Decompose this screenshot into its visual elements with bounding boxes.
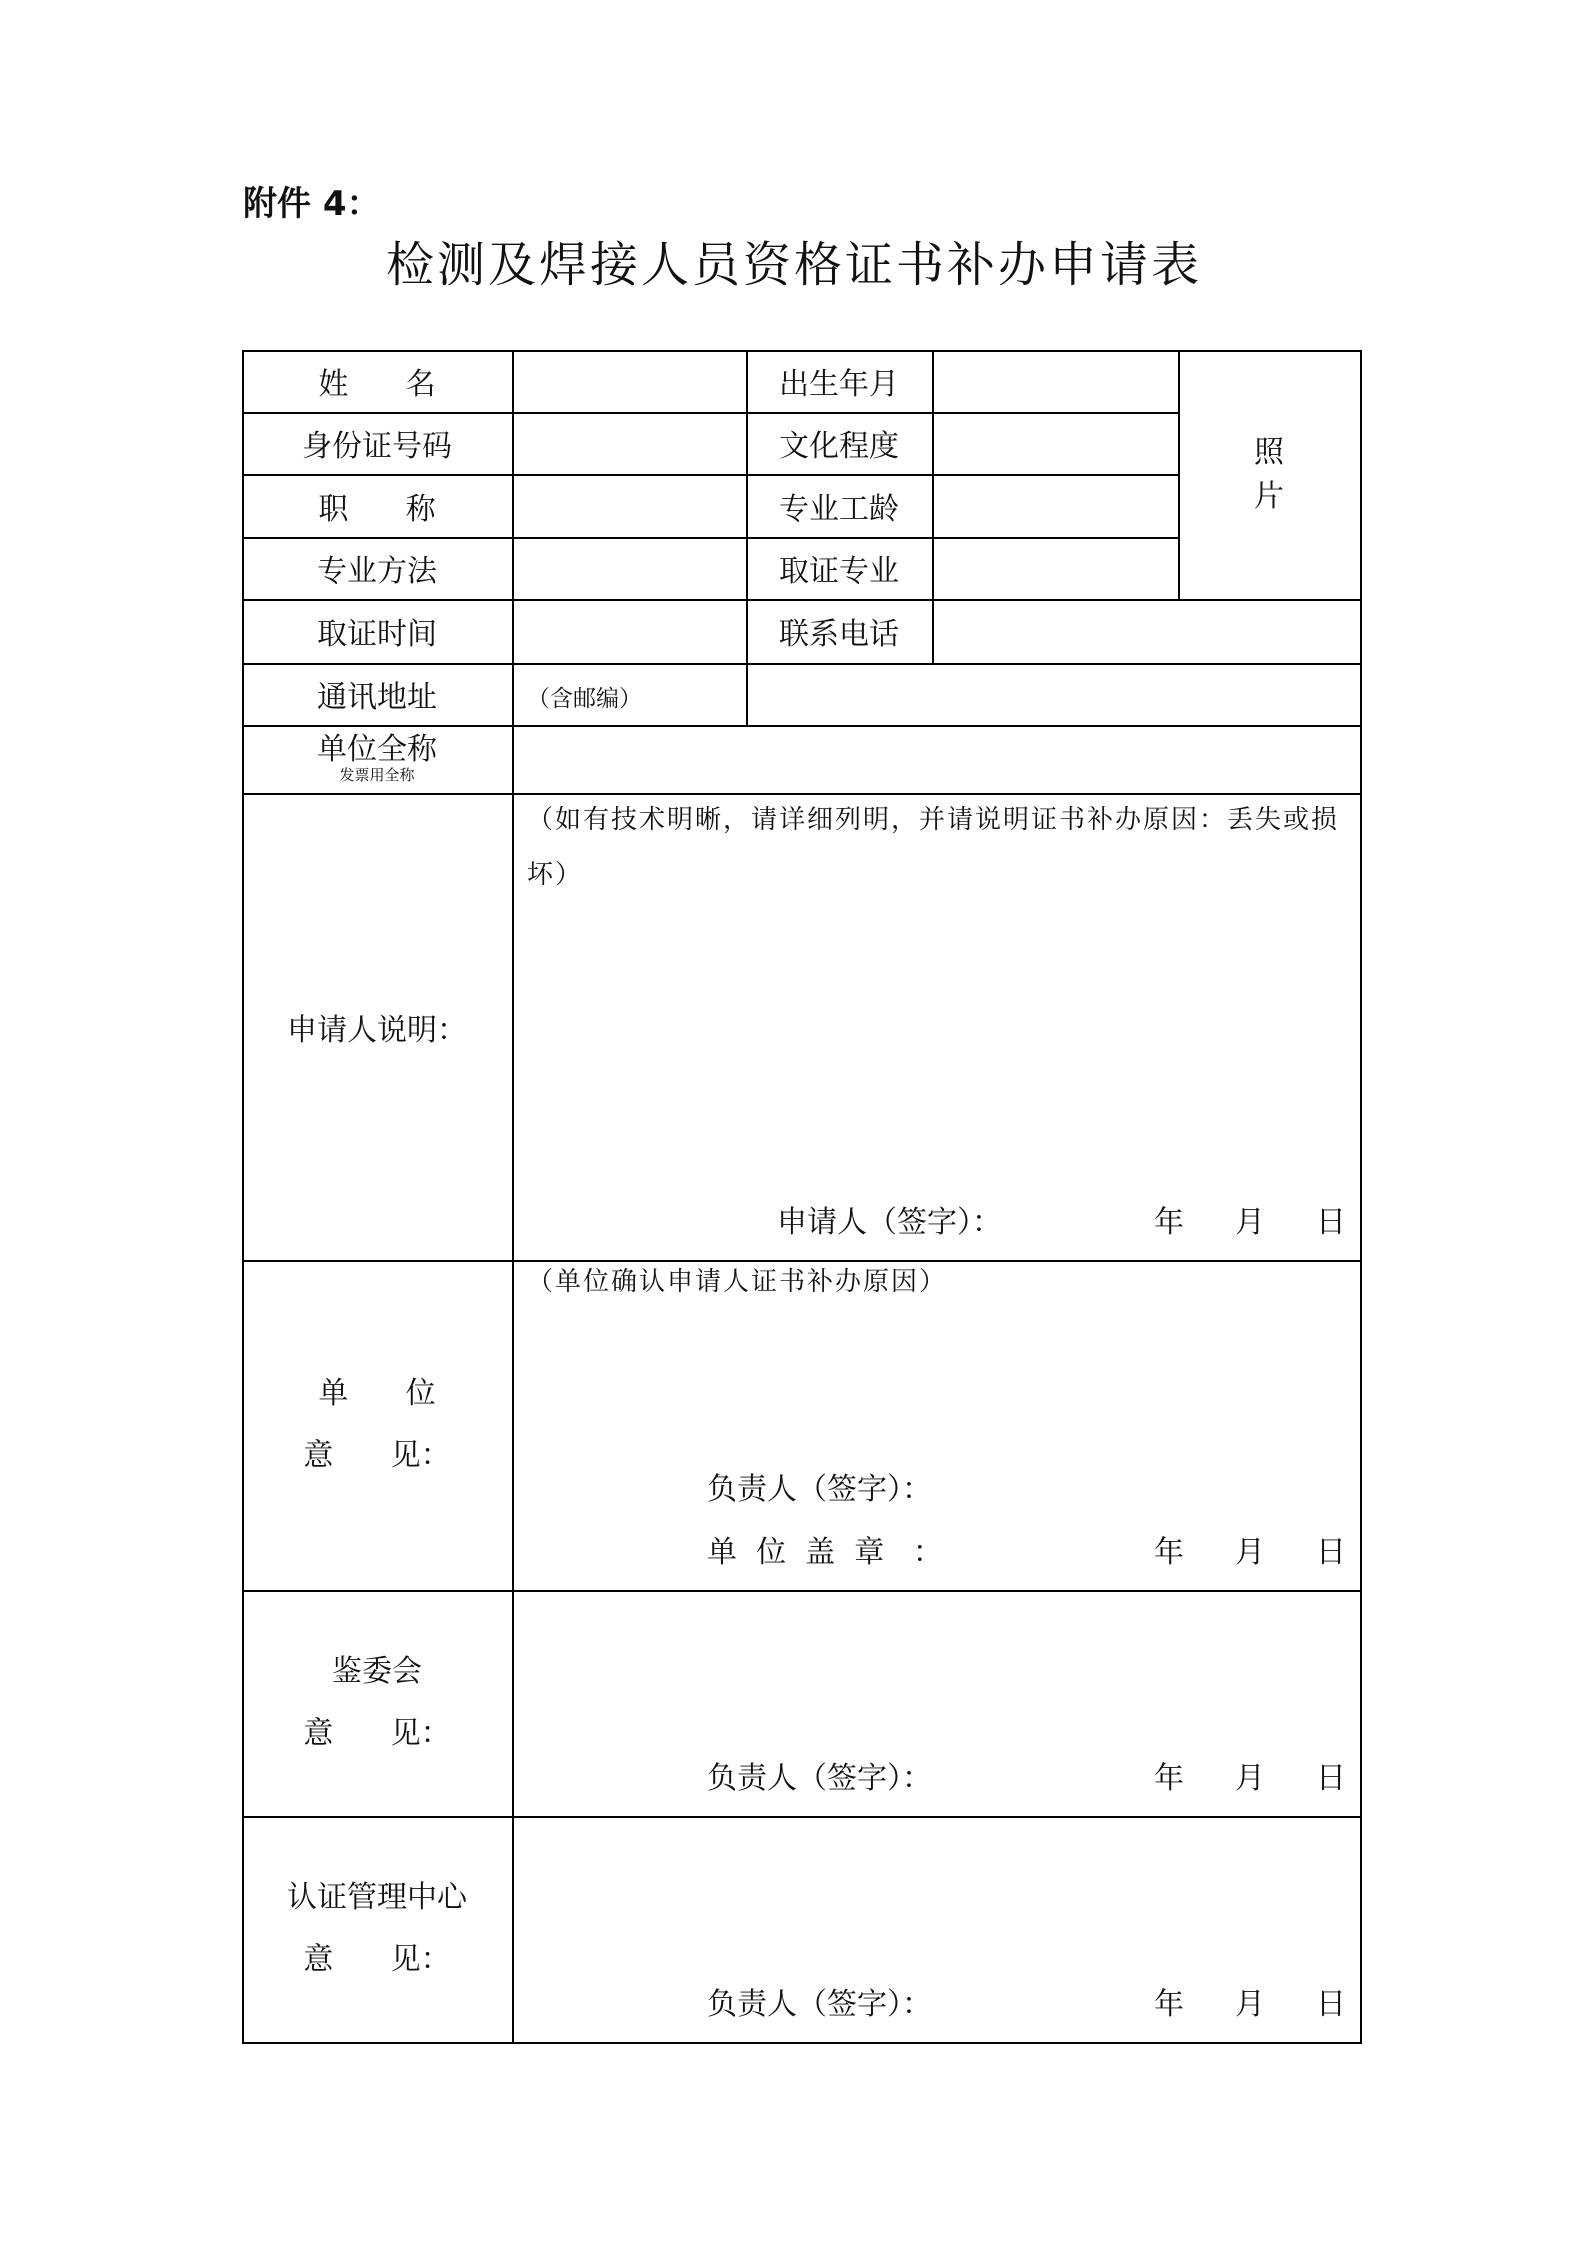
label-education: 文化程度 <box>779 429 899 464</box>
label-center-opinion <box>242 1816 512 2042</box>
applicant-date-day: 日 <box>1316 1205 1346 1240</box>
applicant-date-month: 月 <box>1235 1205 1265 1240</box>
job-title-field[interactable] <box>514 476 746 537</box>
photo-box[interactable] <box>1178 350 1360 599</box>
label-company-main: 单位全称 <box>317 732 437 767</box>
label-committee-opinion <box>242 1590 512 1816</box>
id-number-field[interactable] <box>514 414 746 474</box>
phone-field[interactable] <box>934 601 1360 663</box>
unit-date-day: 日 <box>1316 1535 1346 1570</box>
label-birth: 出生年月 <box>779 367 899 402</box>
table-border-right <box>1360 350 1362 2044</box>
committee-sign-label: 负责人（签字）： <box>707 1761 932 1796</box>
committee-opinion-field[interactable] <box>514 1592 1360 1816</box>
committee-date-month: 月 <box>1235 1761 1265 1796</box>
label-job-title: 职 称 <box>318 491 436 527</box>
committee-label-line1: 鉴委会 <box>332 1654 422 1689</box>
unit-date-month: 月 <box>1235 1535 1265 1570</box>
work-years-field[interactable] <box>934 476 1178 537</box>
page-title: 检测及焊接人员资格证书补办申请表 <box>385 237 1202 293</box>
photo-label-line1: 照 <box>1254 434 1284 470</box>
label-applicant-statement: 申请人说明： <box>287 1012 467 1048</box>
center-date-day: 日 <box>1316 1987 1346 2022</box>
center-opinion-field[interactable] <box>514 1818 1360 2042</box>
unit-date-year: 年 <box>1154 1535 1184 1570</box>
label-company-sub: 发票用全称 <box>339 766 415 784</box>
method-field[interactable] <box>514 539 746 599</box>
label-id-number: 身份证号码 <box>302 429 452 464</box>
applicant-statement-field[interactable] <box>514 795 1360 1260</box>
unit-seal-label: 单 位 盖 章 ： <box>707 1535 943 1570</box>
label-address: 通讯地址 <box>317 680 437 715</box>
center-label-line1: 认证管理中心 <box>287 1880 467 1915</box>
unit-label-line2: 意 见： <box>303 1438 451 1473</box>
applicant-hint-line2: 坏） <box>527 860 584 890</box>
center-label-line2: 意 见： <box>303 1942 451 1977</box>
cert-major-field[interactable] <box>934 539 1178 599</box>
application-form <box>242 350 1362 2040</box>
table-border-bottom <box>242 2042 1362 2044</box>
company-field[interactable] <box>514 727 1360 793</box>
birth-field[interactable] <box>934 352 1178 412</box>
label-work-years: 专业工龄 <box>779 491 899 527</box>
label-unit-opinion <box>242 1260 512 1590</box>
label-method: 专业方法 <box>317 554 437 589</box>
education-field[interactable] <box>934 414 1178 474</box>
label-company <box>242 725 512 793</box>
address-hint: （含邮编） <box>527 686 642 712</box>
center-date-month: 月 <box>1235 1987 1265 2022</box>
center-sign-label: 负责人（签字）： <box>707 1987 932 2022</box>
label-name: 姓 名 <box>318 367 436 402</box>
unit-hint: （单位确认申请人证书补办原因） <box>527 1267 948 1297</box>
label-phone: 联系电话 <box>779 617 899 652</box>
unit-label-line1: 单 位 <box>318 1376 436 1411</box>
committee-date-year: 年 <box>1154 1761 1184 1796</box>
label-cert-major: 取证专业 <box>779 554 899 589</box>
applicant-sign-label: 申请人（签字）： <box>777 1205 1002 1240</box>
committee-label-line2: 意 见： <box>303 1716 451 1751</box>
attachment-label: 附件 4： <box>243 184 381 224</box>
label-cert-time: 取证时间 <box>317 617 437 652</box>
applicant-hint-line1: （如有技术明晰，请详细列明，并请说明证书补办原因：丢失或损 <box>527 805 1340 835</box>
committee-date-day: 日 <box>1316 1761 1346 1796</box>
unit-sign-label: 负责人（签字）： <box>707 1472 932 1507</box>
name-field[interactable] <box>514 352 746 412</box>
photo-label-line2: 片 <box>1254 478 1284 514</box>
center-date-year: 年 <box>1154 1987 1184 2022</box>
applicant-date-year: 年 <box>1154 1205 1184 1240</box>
cert-time-field[interactable] <box>514 601 746 663</box>
